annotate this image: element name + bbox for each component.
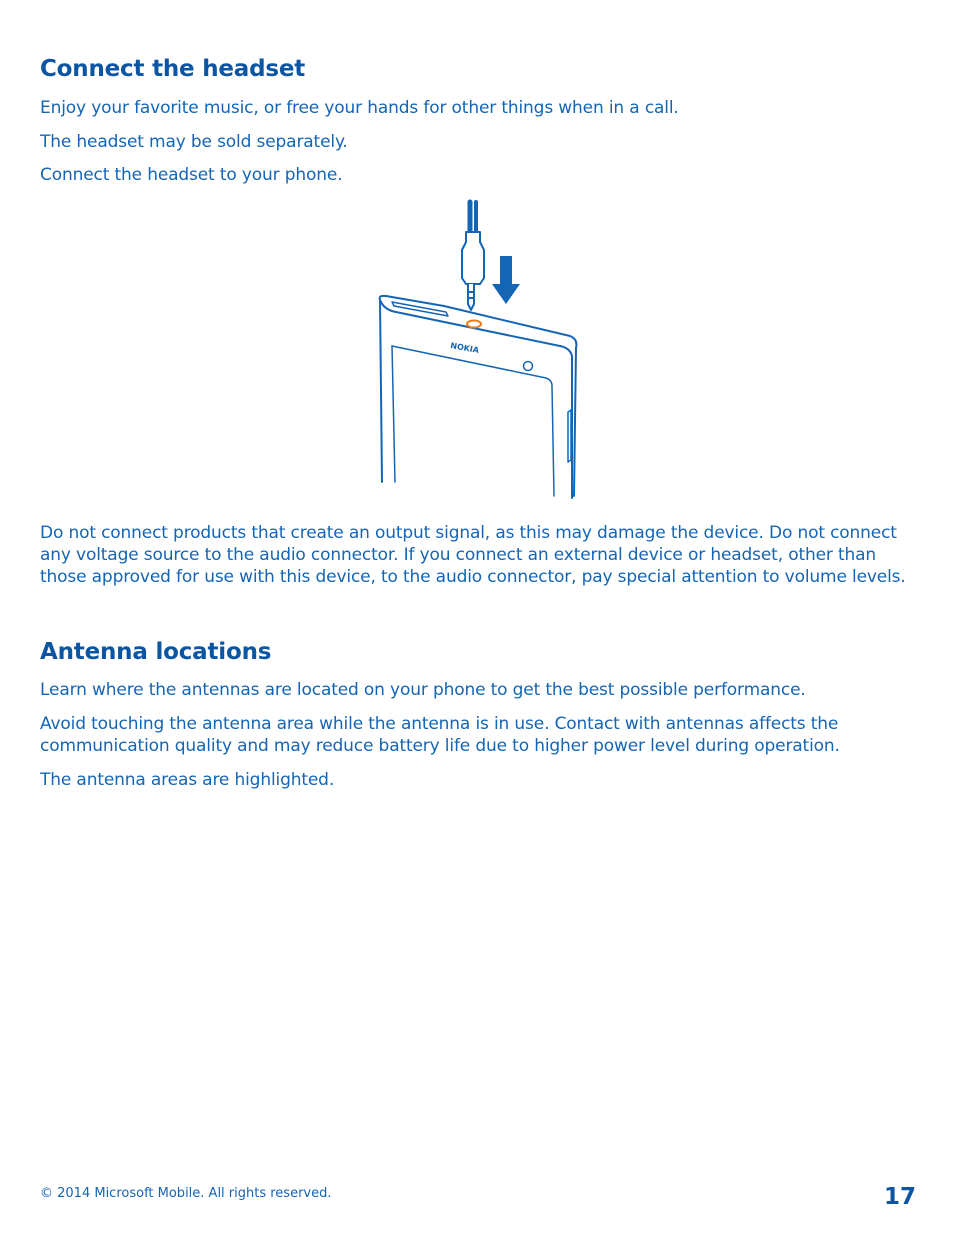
headset-connection-illustration [360,196,600,506]
intro-paragraph: Enjoy your favorite music, or free your hands for other things when in a call. [40,98,679,118]
front-camera [524,362,533,371]
antenna-intro-paragraph: Learn where the antennas are located on your phone to get the best possible performance. [40,680,806,700]
phone-screen [392,346,554,496]
down-arrow-icon [492,256,520,304]
section-title-connect-headset: Connect the headset [40,56,306,82]
antenna-caution-paragraph: Avoid touching the antenna area while the antenna is in use. Contact with antennas affects the communication quality and may reduce battery life due to higher power level during operation. [40,714,840,756]
nokia-logo: NOKIA [449,341,480,355]
audio-port-highlight [467,321,481,328]
connect-instruction: Connect the headset to your phone. [40,165,343,185]
side-button [568,410,571,462]
copyright-notice: © 2014 Microsoft Mobile. All rights reserved. [40,1186,332,1201]
headset-plug [462,232,484,284]
sold-separately-note: The headset may be sold separately. [40,132,348,152]
section-title-antenna-locations: Antenna locations [40,639,272,665]
phone-headset-drawing [360,196,600,506]
warning-paragraph: Do not connect products that create an output signal, as this may damage the device. Do not connect any voltage source to the audio connector. If you connect an external device or headset, other than those approved for use with this device, to the audio connector, pay special attention to volume levels. [40,523,906,587]
antenna-highlight-note: The antenna areas are highlighted. [40,770,335,790]
page-number: 17 [884,1184,917,1210]
